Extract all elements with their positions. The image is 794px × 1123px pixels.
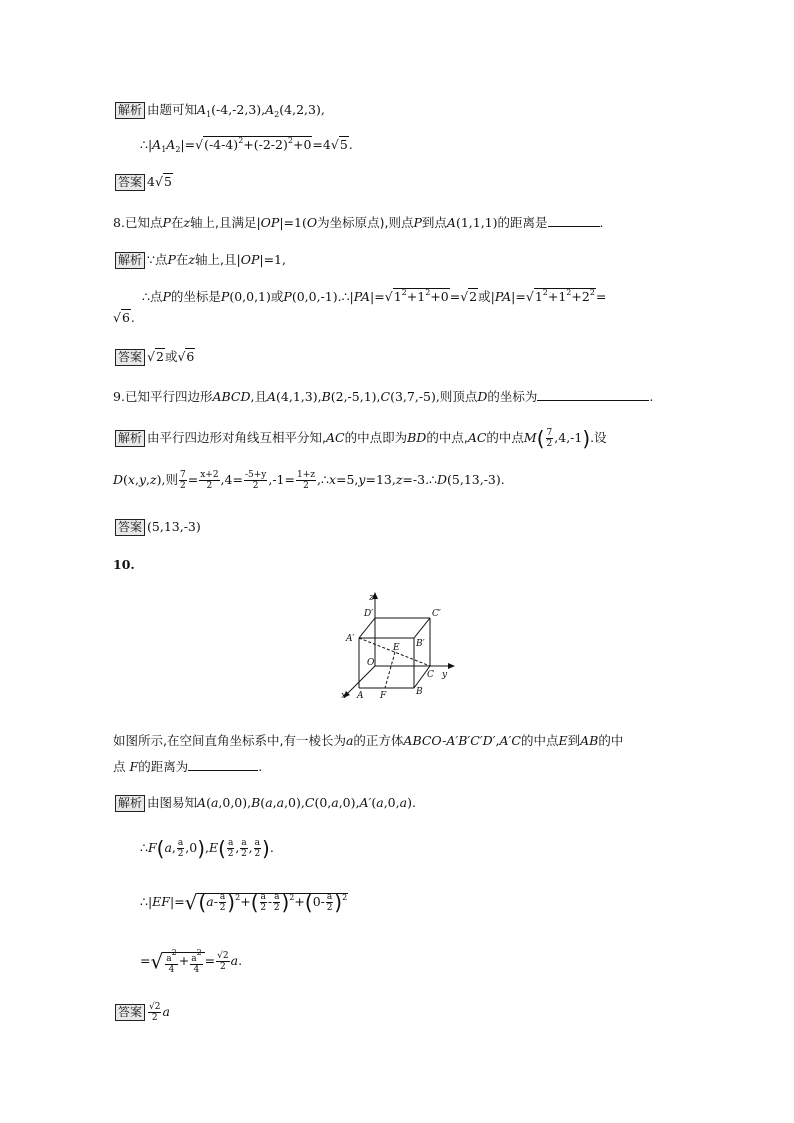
figure-label-c-prime: C′ [432,609,441,619]
q9-answer-value: (5,13,-3) [147,519,201,534]
q10-stem-line1: 如图所示,在空间直角坐标系中,有一棱长为a的正方体ABCO-A′B′C′D′,A′C的中点E到AB的中 [113,733,624,748]
answer-label: 答案 [115,174,145,191]
figure-label-d-prime: D′ [364,609,374,619]
analysis-label: 解析 [115,252,145,269]
q10-analysis-line1: 解析 由图易知A(a,0,0),B(a,a,0),C(0,a,0),A′(a,0,a). [115,793,416,812]
q9-analysis-line2: D(x,y,z),则 $\frac{7}{2}$ = $\frac{x+2}{2}$ ,4= $\frac{-5+y}{2}$ ,-1= $\frac{1+z}{2}$ ,∴x=5,y=13,z=-3.∴D(5,13,-3). [113,470,505,491]
q8-analysis-line1: 解析 ∵点P在z轴上,且|OP|=1, [115,250,286,269]
q10-answer: 答案 $\frac{√2}{2}$ a [115,1002,170,1023]
analysis-label: 解析 [115,102,145,119]
answer-label: 答案 [115,1004,145,1021]
figure-label-y: y [442,670,448,680]
q9-analysis-line1: 解析 由平行四边形对角线互相平分知,AC的中点即为BD的中点,AC的中点M( $\frac{7}{2}$ ,4,-1).设 [115,428,607,449]
q7-answer: 答案 4√5 [115,174,173,191]
q8-number: 8. [113,215,125,230]
q10-stem-line2: 点 F的距离为 . [113,759,263,774]
figure-label-a: A [357,691,364,701]
figure-label-z: z [369,593,374,603]
figure-label-x: x [341,691,347,701]
q9-number: 9. [113,389,125,404]
figure-label-o: O [367,658,375,668]
figure-label-e: E [393,643,400,653]
q8-analysis-line2a: ∴点P的坐标是P(0,0,1)或$P(0,0,-1).\therefore|PA|=√1^2+1^2+0=√2$或$|PA|=√1^2+1^2+2^2=$ [142,288,607,304]
q10-analysis-line4: =√ $\frac{a2}{4}$ + $\frac{a2}{4}$ = $\frac{√2}{2}$ a. [140,948,243,975]
q7-analysis-line1: 解析 由题可知$A_1(-4,-2,3),A_2(4,2,3)$, [115,100,325,119]
q9-stem: 9.已知平行四边形ABCD,且A(4,1,3),B(2,-5,1),C(3,7,-5),则顶点D的坐标为 . [113,389,654,404]
figure-label-f: F [380,691,387,701]
q9-answer [115,519,201,536]
answer-label: 答案 [115,519,145,536]
analysis-label: 解析 [115,795,145,812]
cube-figure [335,590,460,702]
q10-analysis-line3: ∴|EF|=√(a- $\frac{a}{2}$ )$^2$+( $\frac{a}{2}$ - $\frac{a}{2}$ )$^2$+(0- $\frac{a}{2}$ )$^2$ [140,890,348,915]
figure-label-b-prime: B′ [416,639,425,649]
figure-label-c: C [427,670,434,680]
q8-stem: 8.已知点P在z轴上,且满足|OP|=1(O为坐标原点),则点P到点A(1,1,1)的距离是 . [113,215,604,230]
answer-label: 答案 [115,349,145,366]
q10-number: 10. [113,557,135,572]
analysis-label: 解析 [115,430,145,447]
q10-analysis-line2: ∴F(a, $\frac{a}{2}$ ,0),E( $\frac{a}{2}$ , $\frac{a}{2}$ , $\frac{a}{2}$ ). [140,836,274,861]
q8-answer: 答案 √2或√6 [115,347,195,366]
figure-label-a-prime: A′ [346,634,355,644]
figure-label-b: B [416,687,423,697]
q7-analysis-line2: $\therefore|A_1A_2|=√(-4-4)^2+(-2-2)^2+0=4√5$. [140,136,353,154]
q8-analysis-line2b: √6. [113,310,135,325]
